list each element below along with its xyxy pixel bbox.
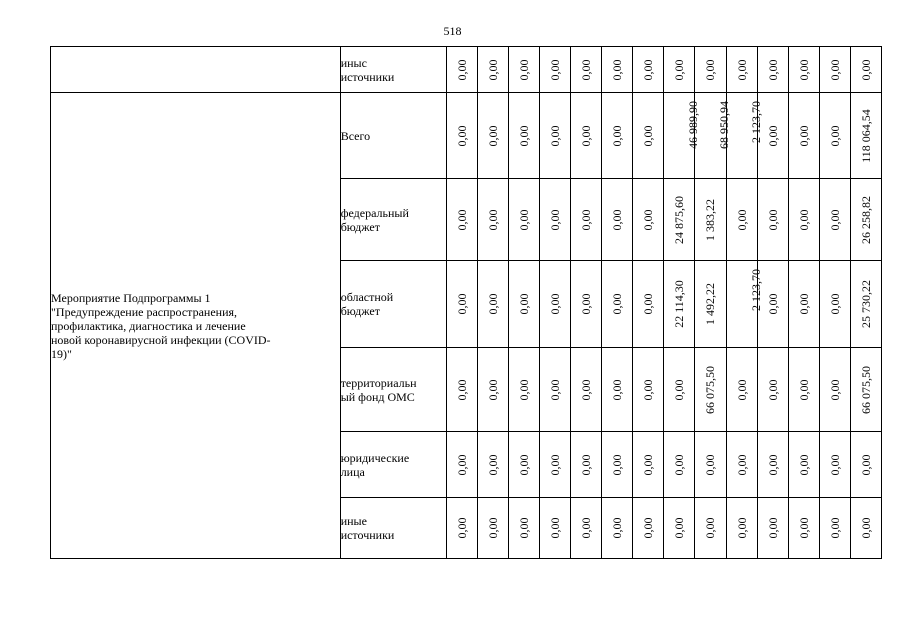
value-cell <box>633 93 664 179</box>
value-cell <box>478 432 509 498</box>
cell-value: 0,00 <box>548 125 563 146</box>
cell-value: 0,00 <box>486 125 501 146</box>
value-cell <box>664 179 695 261</box>
cell-value: 0,00 <box>827 59 842 80</box>
value-cell <box>664 498 695 559</box>
value-cell <box>757 93 788 179</box>
cell-value: 0,00 <box>610 454 625 475</box>
value-cell <box>788 432 819 498</box>
cell-value: 0,00 <box>641 209 656 230</box>
value-cell <box>478 261 509 348</box>
cell-value: 0,00 <box>703 59 718 80</box>
cell-value: 0,00 <box>454 517 469 539</box>
cell-value: 0,00 <box>548 209 563 230</box>
cell-value: 0,00 <box>610 125 625 146</box>
cell-value: 0,00 <box>454 209 469 230</box>
value-cell <box>788 261 819 348</box>
value-cell <box>757 179 788 261</box>
value-cell <box>726 261 763 348</box>
value-cell <box>726 179 757 261</box>
value-cell <box>602 348 633 432</box>
value-cell <box>602 179 633 261</box>
cell-value: 0,00 <box>734 209 749 230</box>
value-cell <box>664 432 695 498</box>
value-cell <box>540 47 571 93</box>
cell-value: 0,00 <box>641 517 656 539</box>
value-cell <box>695 348 726 432</box>
cell-value: 0,00 <box>827 125 842 146</box>
cell-value: 0,00 <box>827 379 842 400</box>
value-cell <box>540 179 571 261</box>
value-cell <box>509 498 540 559</box>
cell-value: 0,00 <box>579 454 594 475</box>
cell-value: 0,00 <box>517 293 532 315</box>
value-cell <box>819 47 850 93</box>
cell-value: 0,00 <box>734 379 749 400</box>
cell-value: 0,00 <box>486 59 501 80</box>
cell-value: 118 064,54 <box>858 108 873 163</box>
cell-value: 0,00 <box>703 517 718 539</box>
value-cell <box>819 432 850 498</box>
value-cell <box>602 47 633 93</box>
cell-value: 0,00 <box>796 293 811 315</box>
table-row <box>51 93 882 179</box>
cell-value: 0,00 <box>517 209 532 230</box>
value-cell <box>757 432 788 498</box>
cell-value: 2 123,70 <box>748 269 763 311</box>
cell-value: 0,00 <box>641 293 656 315</box>
cell-value: 0,00 <box>548 454 563 475</box>
value-cell <box>509 47 540 93</box>
value-cell <box>695 261 726 348</box>
value-cell <box>446 348 477 432</box>
value-cell <box>633 47 664 93</box>
value-cell <box>478 179 509 261</box>
cell-value: 2 123,70 <box>748 101 763 143</box>
value-cell <box>726 47 757 93</box>
value-cell <box>819 261 850 348</box>
cell-value: 0,00 <box>734 454 749 475</box>
value-cell <box>819 93 850 179</box>
value-cell <box>695 47 726 93</box>
cell-value: 0,00 <box>796 379 811 400</box>
value-cell <box>509 261 540 348</box>
cell-value: 0,00 <box>765 454 780 475</box>
cell-value: 0,00 <box>579 125 594 146</box>
value-cell <box>446 93 477 179</box>
cell-value: 0,00 <box>548 293 563 315</box>
cell-value: 0,00 <box>610 517 625 539</box>
value-cell <box>540 348 571 432</box>
cell-value: 0,00 <box>548 517 563 539</box>
cell-value: 0,00 <box>517 379 532 400</box>
cell-value: 0,00 <box>454 379 469 400</box>
value-cell <box>571 179 602 261</box>
cell-value: 68 950,94 <box>717 101 732 149</box>
cell-value: 0,00 <box>454 293 469 315</box>
cell-value: 0,00 <box>517 125 532 146</box>
cell-value: 0,00 <box>827 517 842 539</box>
cell-value: 0,00 <box>454 59 469 80</box>
cell-value: 0,00 <box>548 59 563 80</box>
value-cell <box>571 261 602 348</box>
value-cell <box>788 179 819 261</box>
value-cell <box>540 498 571 559</box>
value-cell <box>602 93 633 179</box>
value-cell <box>633 261 664 348</box>
value-cell <box>478 47 509 93</box>
value-cell <box>664 47 695 93</box>
value-cell <box>757 348 788 432</box>
cell-value: 0,00 <box>486 454 501 475</box>
cell-value: 0,00 <box>765 59 780 80</box>
value-cell <box>788 93 819 179</box>
value-cell <box>695 93 732 179</box>
value-cell <box>757 498 788 559</box>
cell-value: 0,00 <box>579 379 594 400</box>
value-cell <box>509 432 540 498</box>
funding-source: иныс источники <box>340 47 446 93</box>
cell-value: 0,00 <box>672 517 687 539</box>
cell-value: 46 989,90 <box>686 101 701 149</box>
funding-source: территориальн ый фонд ОМС <box>340 348 446 432</box>
value-cell <box>850 348 881 432</box>
value-cell <box>571 498 602 559</box>
value-cell <box>602 498 633 559</box>
funding-source: иные источники <box>340 498 446 559</box>
value-cell <box>788 498 819 559</box>
cell-value: 0,00 <box>486 517 501 539</box>
cell-value: 0,00 <box>610 293 625 315</box>
cell-value: 66 075,50 <box>858 365 873 414</box>
budget-table <box>50 46 882 559</box>
cell-value: 0,00 <box>517 59 532 80</box>
cell-value: 0,00 <box>827 454 842 475</box>
value-cell <box>757 47 788 93</box>
value-cell <box>602 261 633 348</box>
funding-source: юридические лица <box>340 432 446 498</box>
cell-value: 0,00 <box>641 454 656 475</box>
value-cell <box>540 261 571 348</box>
value-cell <box>850 179 881 261</box>
cell-value: 0,00 <box>454 454 469 475</box>
cell-value: 66 075,50 <box>703 365 718 414</box>
value-cell <box>478 348 509 432</box>
value-cell <box>446 261 477 348</box>
value-cell <box>695 179 726 261</box>
value-cell <box>571 47 602 93</box>
cell-value: 0,00 <box>641 125 656 146</box>
cell-value: 0,00 <box>734 517 749 539</box>
value-cell <box>446 179 477 261</box>
cell-value: 0,00 <box>548 379 563 400</box>
value-cell <box>850 93 881 179</box>
value-cell <box>757 261 788 348</box>
cell-value: 0,00 <box>486 293 501 315</box>
value-cell <box>664 261 695 348</box>
cell-value: 0,00 <box>610 209 625 230</box>
value-cell <box>695 432 726 498</box>
cell-value: 0,00 <box>827 209 842 230</box>
value-cell <box>446 432 477 498</box>
cell-value: 0,00 <box>858 517 873 539</box>
cell-value: 0,00 <box>796 125 811 146</box>
value-cell <box>540 432 571 498</box>
value-cell <box>633 432 664 498</box>
cell-value: 0,00 <box>672 59 687 80</box>
value-cell <box>602 432 633 498</box>
cell-value: 0,00 <box>517 454 532 475</box>
cell-value: 0,00 <box>765 379 780 400</box>
value-cell <box>819 348 850 432</box>
cell-value: 0,00 <box>858 59 873 80</box>
value-cell <box>478 498 509 559</box>
value-cell <box>850 432 881 498</box>
value-cell <box>446 47 477 93</box>
value-cell <box>633 348 664 432</box>
value-cell <box>509 348 540 432</box>
cell-value: 0,00 <box>641 59 656 80</box>
value-cell <box>664 93 701 179</box>
value-cell <box>478 93 509 179</box>
value-cell <box>695 498 726 559</box>
value-cell <box>509 179 540 261</box>
cell-value: 0,00 <box>765 209 780 230</box>
cell-value: 0,00 <box>765 293 780 315</box>
cell-value: 22 114,30 <box>672 280 687 328</box>
value-cell <box>664 348 695 432</box>
cell-value: 1 383,22 <box>703 198 718 241</box>
value-cell <box>819 179 850 261</box>
cell-value: 0,00 <box>765 517 780 539</box>
cell-value: 0,00 <box>796 59 811 80</box>
value-cell <box>788 348 819 432</box>
cell-value: 0,00 <box>672 454 687 475</box>
cell-value: 0,00 <box>579 517 594 539</box>
cell-value: 0,00 <box>610 59 625 80</box>
value-cell <box>571 348 602 432</box>
value-cell <box>509 93 540 179</box>
cell-value: 0,00 <box>765 125 780 146</box>
cell-value: 0,00 <box>734 59 749 80</box>
cell-value: 0,00 <box>672 379 687 400</box>
cell-value: 26 258,82 <box>858 195 873 244</box>
event-name: Мероприятие Подпрограммы 1 "Предупреждение распространения, профилактика, диагностика и лечение новой коронавирусной инфекции (COVID- 19)" <box>51 93 341 559</box>
cell-value: 0,00 <box>579 293 594 315</box>
cell-value: 0,00 <box>517 517 532 539</box>
value-cell <box>571 93 602 179</box>
cell-value: 0,00 <box>858 454 873 475</box>
value-cell <box>446 498 477 559</box>
value-cell <box>850 261 881 348</box>
cell-value: 0,00 <box>796 454 811 475</box>
funding-source: Всего <box>340 93 446 179</box>
cell-value: 0,00 <box>827 293 842 315</box>
page-number: 518 <box>443 24 462 38</box>
value-cell <box>850 47 881 93</box>
value-cell <box>540 93 571 179</box>
value-cell <box>571 432 602 498</box>
cell-value: 25 730,22 <box>858 280 873 328</box>
funding-source: областной бюджет <box>340 261 446 348</box>
value-cell <box>633 498 664 559</box>
cell-value: 0,00 <box>641 379 656 400</box>
cell-value: 0,00 <box>486 379 501 400</box>
cell-value: 0,00 <box>454 125 469 146</box>
value-cell <box>633 179 664 261</box>
value-cell <box>726 348 757 432</box>
empty-cell <box>51 47 341 93</box>
value-cell <box>819 498 850 559</box>
cell-value: 0,00 <box>486 209 501 230</box>
table-row <box>51 47 882 93</box>
cell-value: 24 875,60 <box>672 195 687 244</box>
funding-source: федеральный бюджет <box>340 179 446 261</box>
cell-value: 1 492,22 <box>703 283 718 325</box>
value-cell <box>726 498 757 559</box>
value-cell <box>726 93 763 179</box>
cell-value: 0,00 <box>579 59 594 80</box>
cell-value: 0,00 <box>796 209 811 230</box>
value-cell <box>850 498 881 559</box>
cell-value: 0,00 <box>579 209 594 230</box>
cell-value: 0,00 <box>610 379 625 400</box>
cell-value: 0,00 <box>703 454 718 475</box>
value-cell <box>726 432 757 498</box>
cell-value: 0,00 <box>796 517 811 539</box>
value-cell <box>788 47 819 93</box>
